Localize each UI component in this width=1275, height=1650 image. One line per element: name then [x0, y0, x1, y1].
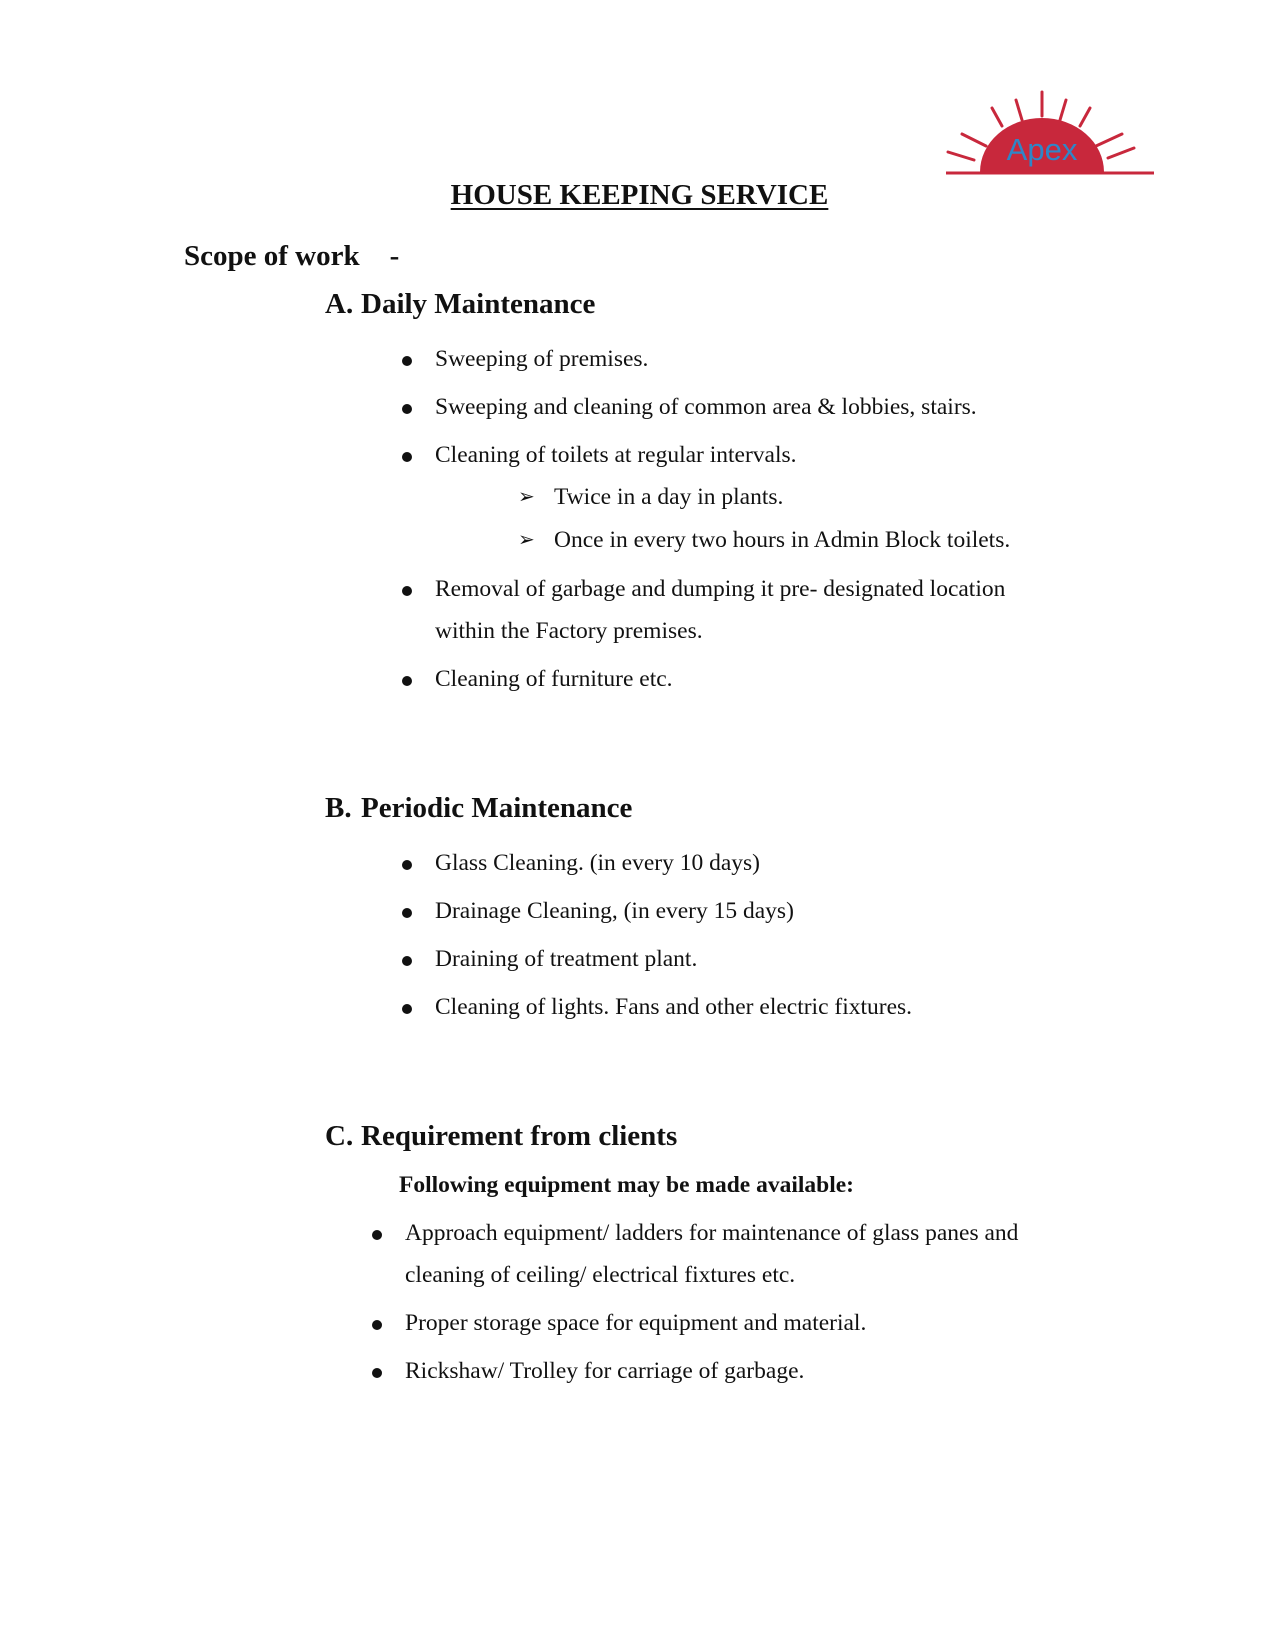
list-item: Removal of garbage and dumping it pre- designated location [435, 576, 1006, 602]
page-title: HOUSE KEEPING SERVICE [450, 179, 829, 211]
logo-text: Apex [1006, 132, 1078, 167]
section-b-title: Periodic Maintenance [361, 792, 633, 824]
list-item: Rickshaw/ Trolley for carriage of garbage. [405, 1358, 805, 1384]
sub-list-item: Once in every two hours in Admin Block toilets. [554, 527, 1011, 553]
scope-label-row [184, 240, 399, 273]
list-item: Draining of treatment plant. [435, 946, 698, 972]
section-a-title: Daily Maintenance [361, 288, 596, 320]
bullet-icon [372, 1368, 382, 1378]
section-b-heading [325, 792, 632, 825]
bullet-icon [372, 1230, 382, 1240]
bullet-icon [402, 860, 412, 870]
bullet-icon [402, 356, 412, 366]
bullet-icon [402, 404, 412, 414]
scope-dash: - [389, 240, 400, 272]
list-item: Approach equipment/ ladders for maintenance of glass panes and [405, 1220, 1019, 1246]
list-item-continuation: cleaning of ceiling/ electrical fixtures etc. [405, 1262, 796, 1288]
apex-logo [944, 90, 1156, 182]
list-item: Cleaning of toilets at regular intervals. [435, 442, 797, 468]
bullet-icon [372, 1320, 382, 1330]
section-c-title: Requirement from clients [361, 1120, 678, 1152]
list-item: Sweeping of premises. [435, 346, 649, 372]
bullet-icon [402, 452, 412, 462]
list-item: Proper storage space for equipment and material. [405, 1310, 867, 1336]
bullet-icon [402, 586, 412, 596]
arrow-bullet-icon: ➢ [518, 527, 535, 551]
list-item: Glass Cleaning. (in every 10 days) [435, 850, 761, 876]
list-item: Cleaning of furniture etc. [435, 666, 673, 692]
bullet-icon [402, 956, 412, 966]
list-item: Sweeping and cleaning of common area & lobbies, stairs. [435, 394, 977, 420]
bullet-icon [402, 908, 412, 918]
section-a-letter: A. [325, 288, 354, 320]
section-c-heading [325, 1120, 677, 1153]
list-item: Cleaning of lights. Fans and other electric fixtures. [435, 994, 913, 1020]
section-c-letter: C. [325, 1120, 354, 1152]
bullet-icon [402, 676, 412, 686]
sub-list-item: Twice in a day in plants. [554, 484, 784, 510]
section-a-heading [325, 288, 595, 321]
section-c-subheading: Following equipment may be made available: [399, 1172, 854, 1198]
bullet-icon [402, 1004, 412, 1014]
section-b-letter: B. [325, 792, 352, 824]
arrow-bullet-icon: ➢ [518, 484, 535, 508]
scope-label: Scope of work [184, 240, 360, 272]
list-item-continuation: within the Factory premises. [435, 618, 703, 644]
list-item: Drainage Cleaning, (in every 15 days) [435, 898, 794, 924]
